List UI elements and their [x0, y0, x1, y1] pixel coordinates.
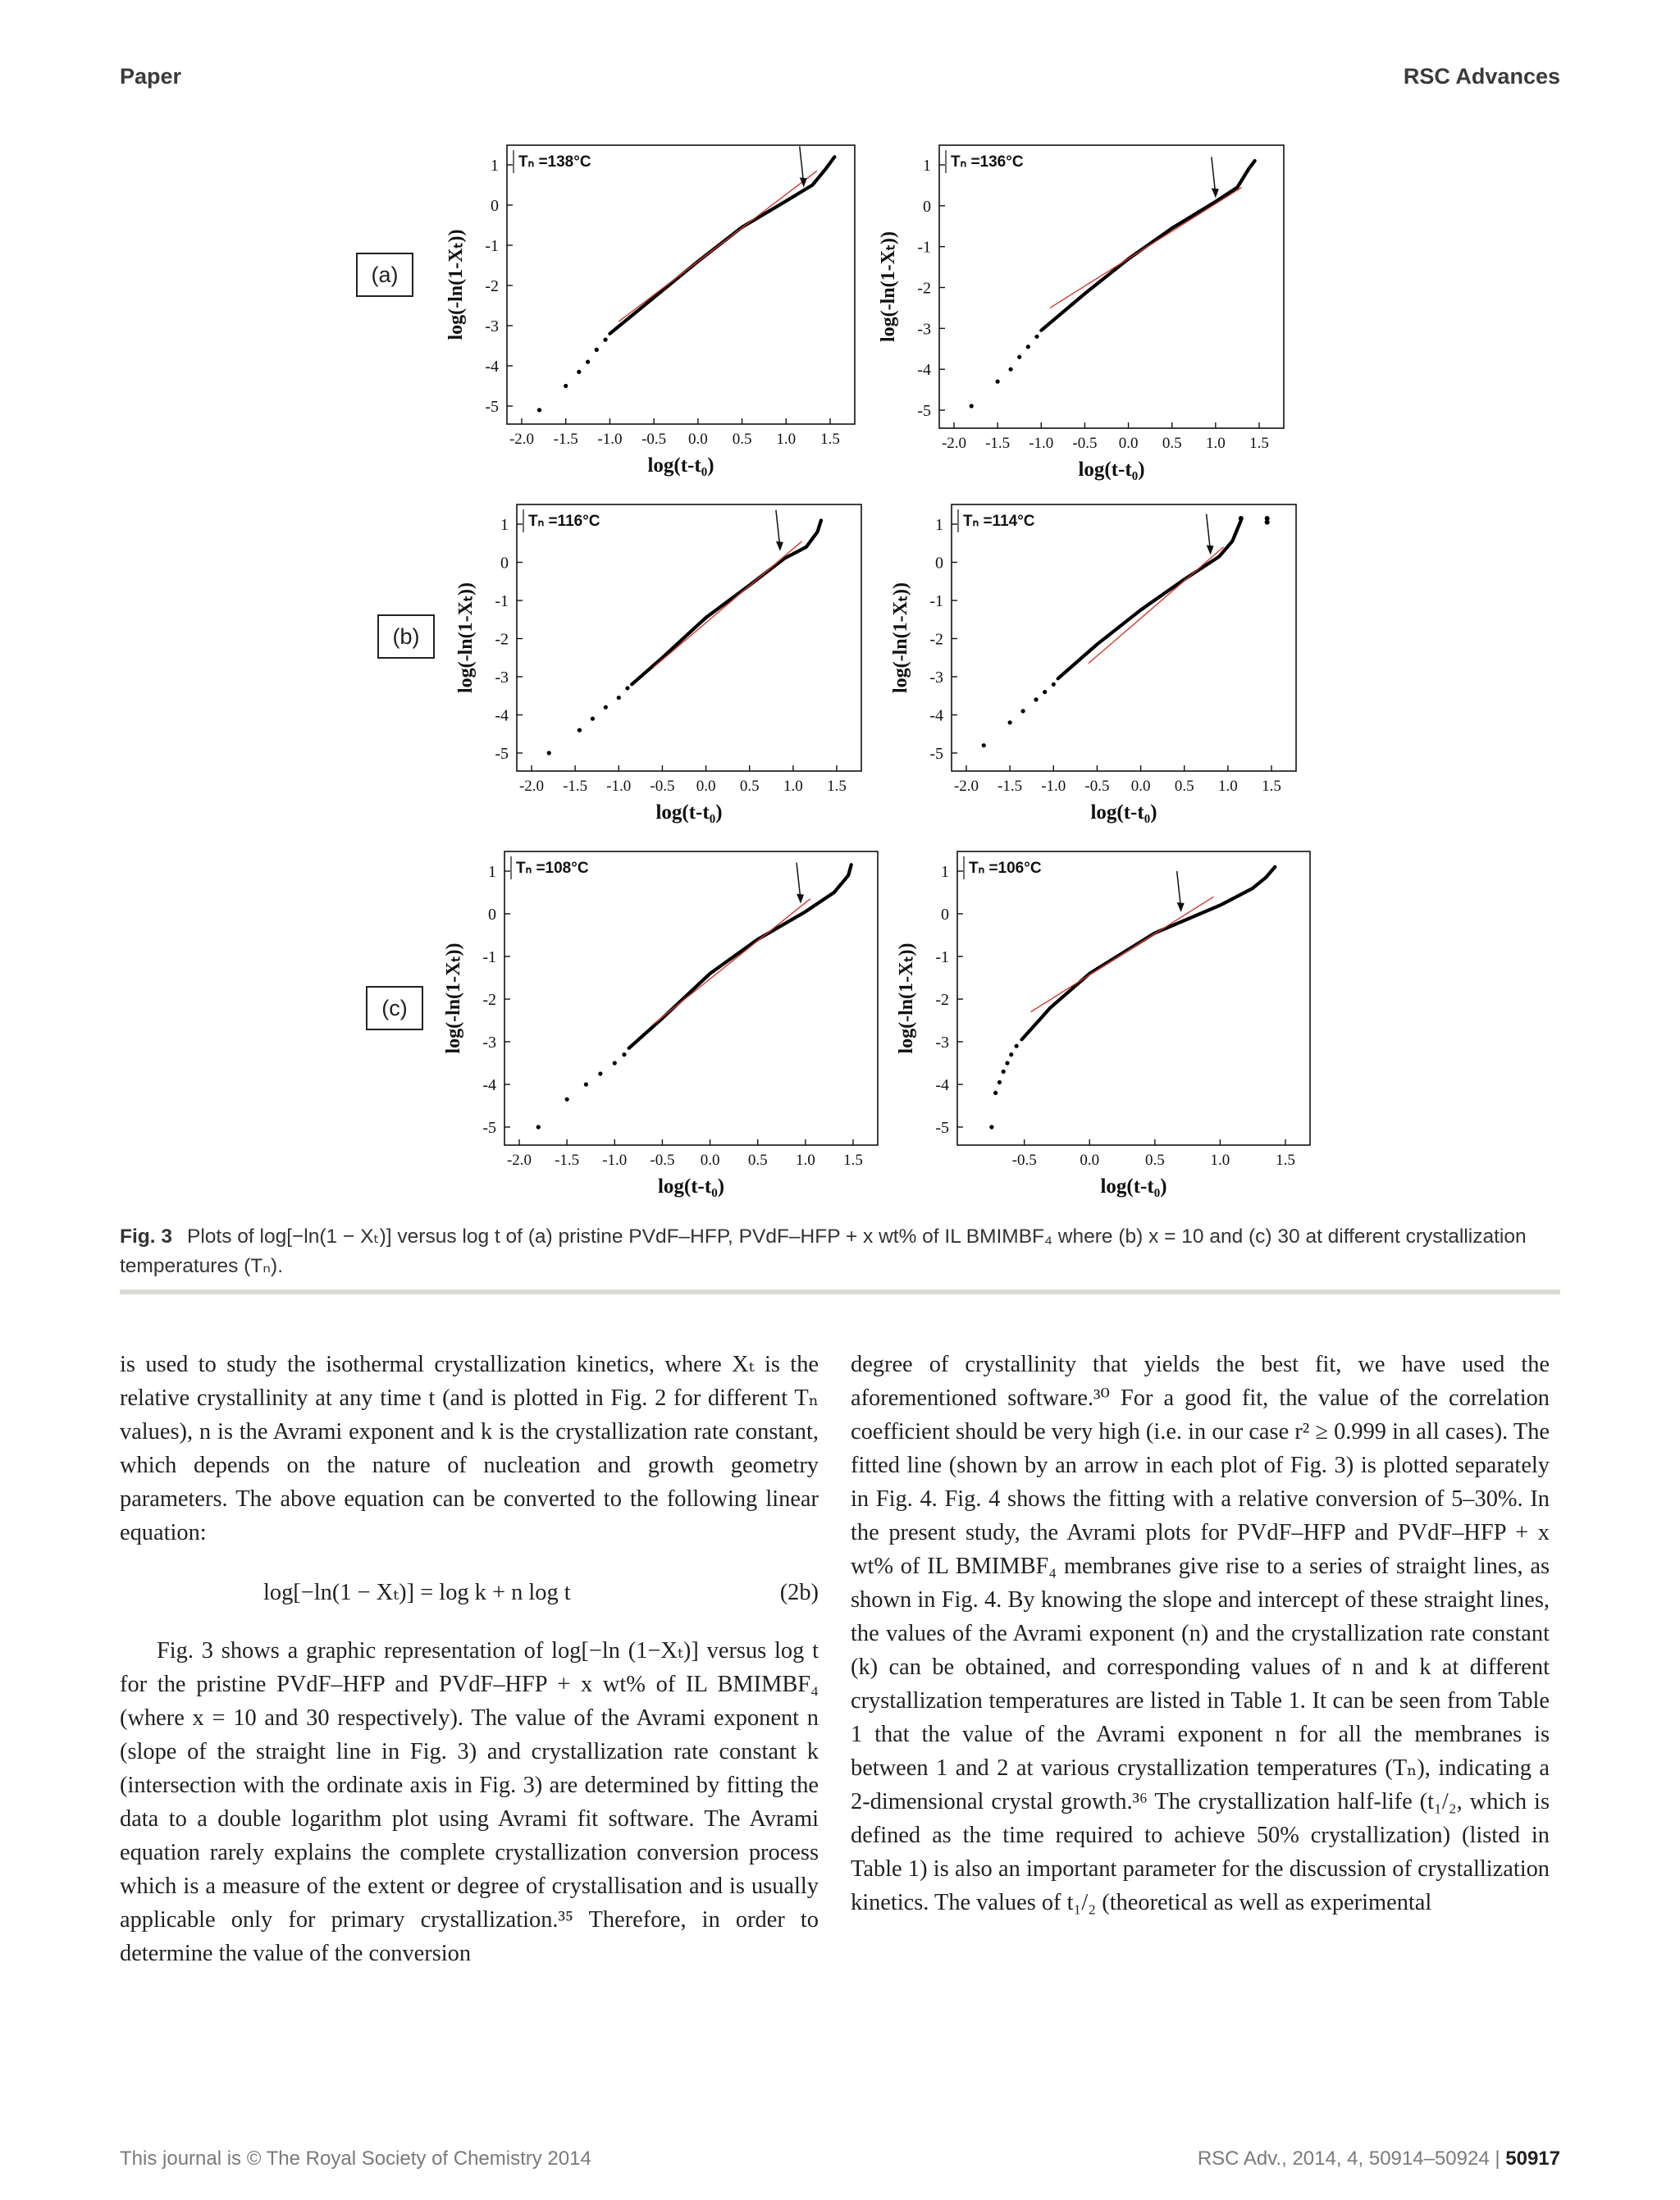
y-axis-label: log(-ln(1-Xₜ)) [443, 943, 464, 1054]
data-point [993, 1091, 998, 1095]
data-point [603, 338, 607, 342]
x-tick-label: 0.0 [1130, 778, 1151, 795]
row-label-c: (c) [366, 986, 423, 1030]
equation-2b [120, 1576, 819, 1609]
avrami-plot [857, 137, 1292, 504]
x-axis-label: log(t-t₀) [1078, 459, 1145, 481]
y-tick-label: -2 [495, 630, 509, 649]
x-tick-label: -2.0 [509, 431, 535, 448]
y-tick-label: -4 [485, 358, 499, 376]
footer-copyright: This journal is © The Royal Society of Chemistry 2014 [120, 2148, 591, 2170]
y-tick-label: -1 [929, 592, 943, 610]
y-axis-label: log(-ln(1-Xₜ)) [878, 230, 899, 343]
y-tick-label: -3 [495, 669, 509, 687]
data-point [1239, 516, 1244, 521]
equation-body: log[−ln(1 − Xₜ)] = log k + n log t [263, 1580, 571, 1605]
x-tick-label: 0.5 [732, 431, 752, 448]
x-axis-label: log(t-t₀) [1100, 1175, 1167, 1198]
data-point [996, 380, 1000, 384]
y-tick-label: -3 [935, 1034, 949, 1052]
y-tick-label: 0 [500, 554, 509, 573]
paragraph: degree of crystallinity that yields the best fit, we have used the aforementioned software.³⁰ For a good fit, the value of the correlation coefficient should be very high (i.e. in our case r² ≥ 0.999 in all cases). The fitted line (shown by an arrow in each plot of Fig. 3) is plotted separately in Fig. 4. Fig. 4 shows the fitting with a relative conversion of 5–30%. In the present study, the Avrami plots for PVdF–HFP and PVdF–HFP + x wt% of IL BMIMBF₄ membranes give rise to a series of straight lines, as shown in Fig. 4. By knowing the slope and intercept of these straight lines, the values of the Avrami exponent (n) and the crystallization rate constant (k) can be obtained, and corresponding values of n and k at different crystallization temperatures are listed in Table 1. It can be seen from Table 1 that the value of the Avrami exponent n for all the membranes is between 1 and 2 at various crystallization temperatures (Tₙ), indicating a 2-dimensional crystal growth.³⁶ The crystallization half-life (t₁/₂, which is defined as the time required to achieve 50% crystallization) (listed in Table 1) is also an important parameter for the discussion of crystallization kinetics. The values of t₁/₂ (theoretical as well as experimental [851, 1352, 1550, 1915]
y-axis-label: log(-ln(1-Xₜ)) [890, 582, 911, 694]
y-tick-label: -3 [929, 669, 943, 687]
y-tick-label: -2 [485, 277, 499, 295]
y-tick-label: -2 [929, 630, 943, 649]
x-tick-label: -2.0 [941, 435, 967, 452]
data-point [1017, 355, 1021, 359]
y-tick-label: -4 [917, 361, 931, 380]
y-tick-label: -3 [482, 1034, 496, 1052]
x-tick-label: 0.5 [1174, 778, 1194, 795]
x-tick-label: 0.5 [1162, 435, 1182, 452]
data-point [1002, 1070, 1006, 1074]
plot-frame [504, 851, 878, 1145]
y-tick-label: -5 [935, 1119, 949, 1137]
data-point [1265, 520, 1270, 525]
y-tick-label: 0 [923, 197, 931, 216]
data-point [982, 743, 986, 747]
x-tick-label: -1.0 [1041, 778, 1066, 795]
right-column [851, 1348, 1550, 1919]
data-point [1008, 367, 1012, 372]
x-tick-label: 1.0 [776, 431, 797, 448]
x-tick-label: -1.0 [606, 778, 632, 795]
row-label-a: (a) [356, 253, 413, 297]
caption-rule [120, 1289, 1560, 1294]
x-axis-label: log(t-t₀) [1090, 801, 1157, 824]
x-tick-label: 0.5 [739, 778, 760, 795]
x-axis-label: log(t-t₀) [655, 801, 723, 824]
data-point [1008, 720, 1012, 724]
panel-title: Tₙ =136°C [951, 153, 1024, 171]
avrami-plot [422, 843, 886, 1221]
data-point [604, 705, 608, 710]
x-tick-label: -2.0 [518, 778, 545, 795]
data-point [1043, 690, 1047, 694]
data-point [625, 686, 629, 690]
y-tick-label: -4 [929, 706, 943, 725]
x-tick-label: 1.5 [1249, 435, 1269, 452]
left-column [120, 1348, 819, 1970]
y-tick-label: -5 [485, 398, 499, 416]
data-point [613, 1061, 617, 1065]
x-tick-label: -2.0 [506, 1152, 532, 1169]
data-point [578, 728, 582, 733]
caption-fig-label: Fig. 3 [120, 1226, 172, 1248]
y-tick-label: 0 [935, 554, 943, 573]
panel-title: Tₙ =138°C [518, 153, 591, 171]
page-number: 50917 [1505, 2148, 1560, 2170]
running-header-left: Paper [120, 64, 182, 89]
x-tick-label: -1.0 [602, 1152, 628, 1169]
x-axis-label: log(t-t₀) [647, 454, 714, 477]
avrami-panel-a2 [857, 137, 1292, 504]
footer-citation-text: RSC Adv., 2014, 4, 50914–50924 | [1197, 2148, 1500, 2170]
y-tick-label: -4 [935, 1076, 949, 1094]
data-point [584, 1082, 588, 1086]
x-tick-label: 0.0 [1080, 1152, 1100, 1169]
y-tick-label: 1 [491, 157, 499, 175]
x-tick-label: -1.5 [998, 778, 1023, 795]
x-tick-label: 1.0 [783, 778, 803, 795]
y-tick-label: 1 [923, 157, 931, 175]
x-tick-label: -1.5 [553, 431, 578, 448]
x-tick-label: -0.5 [650, 778, 675, 795]
x-tick-label: 1.5 [827, 778, 847, 795]
y-tick-label: -5 [495, 745, 509, 763]
panel-title: Tₙ =108°C [516, 860, 589, 877]
data-point [970, 404, 974, 408]
running-header-right: RSC Advances [1403, 64, 1560, 89]
data-point [617, 696, 621, 700]
y-tick-label: -5 [917, 402, 931, 420]
data-point [1034, 697, 1038, 701]
data-point [547, 751, 551, 755]
y-axis-label: log(-ln(1-Xₜ)) [455, 582, 477, 694]
data-point [537, 408, 541, 412]
x-tick-label: 1.5 [1276, 1152, 1295, 1169]
avrami-panel-a1 [425, 137, 863, 500]
x-tick-label: 1.5 [843, 1152, 863, 1169]
data-point [622, 1052, 626, 1057]
data-point [1009, 1052, 1013, 1057]
y-tick-label: -1 [917, 238, 931, 257]
y-tick-label: -2 [935, 991, 949, 1009]
x-tick-label: 0.0 [696, 778, 716, 795]
x-tick-label: -1.0 [1029, 435, 1054, 452]
data-point [1015, 1044, 1019, 1048]
y-tick-label: -1 [495, 592, 509, 610]
avrami-plot [870, 496, 1304, 847]
y-tick-label: -4 [495, 706, 509, 725]
y-tick-label: -1 [482, 948, 496, 966]
x-tick-label: 1.0 [795, 1152, 815, 1169]
avrami-panel-c2 [875, 843, 1318, 1221]
y-tick-label: -5 [929, 745, 943, 763]
paragraph: is used to study the isothermal crystallization kinetics, where Xₜ is the relative crystallinity at any time t (and is plotted in Fig. 2 for different Tₙ values), n is the Avrami exponent and k is the crystallization rate constant, which depends on the nature of nucleation and growth geometry parameters. The above equation can be converted to the following linear equation: [120, 1352, 819, 1545]
x-tick-label: 1.0 [1217, 778, 1238, 795]
panel-title: Tₙ =116°C [528, 513, 600, 530]
y-tick-label: 0 [941, 906, 949, 924]
avrami-panel-c1 [422, 843, 886, 1221]
y-tick-label: 1 [488, 863, 496, 881]
y-tick-label: 1 [500, 516, 509, 534]
x-tick-label: 0.5 [1144, 1152, 1165, 1169]
figure-caption [120, 1222, 1560, 1281]
data-point [565, 1098, 569, 1102]
x-tick-label: 1.0 [1210, 1152, 1230, 1169]
y-tick-label: -1 [935, 948, 949, 966]
x-tick-label: 1.0 [1205, 435, 1226, 452]
data-point [1034, 335, 1039, 339]
x-tick-label: 0.0 [700, 1152, 720, 1169]
x-axis-label: log(t-t₀) [657, 1175, 725, 1198]
x-tick-label: 0.5 [747, 1152, 768, 1169]
y-tick-label: 0 [491, 197, 499, 215]
x-tick-label: -1.0 [597, 431, 623, 448]
plot-frame [507, 145, 855, 424]
avrami-plot [875, 843, 1318, 1221]
data-point [989, 1125, 993, 1129]
y-tick-label: -5 [482, 1119, 496, 1137]
x-tick-label: -0.5 [1072, 435, 1098, 452]
y-tick-label: 1 [935, 516, 943, 534]
plot-frame [957, 851, 1310, 1145]
data-point [1005, 1061, 1009, 1065]
y-tick-label: -2 [482, 991, 496, 1009]
y-tick-label: -1 [485, 237, 499, 255]
x-tick-label: 0.0 [687, 431, 708, 448]
paragraph: Fig. 3 shows a graphic representation of log[−ln (1−Xₜ)] versus log t for the pristine PVdF–HFP and PVdF–HFP + x wt% of IL BMIMBF₄ (where x = 10 and 30 respectively). The value of the Avrami exponent n (slope of the straight line in Fig. 3) and crystallization rate constant k (intersection with the ordinate axis in Fig. 3) are determined by fitting the data to a double logarithm plot using Avrami fit software. The Avrami equation rarely explains the complete crystallization conversion process which is a measure of the extent or degree of crystallisation and is usually applicable only for primary crystallization.³⁵ Therefore, in order to determine the value of the conversion [120, 1638, 819, 1966]
x-tick-label: -1.5 [555, 1152, 580, 1169]
plot-frame [939, 145, 1284, 428]
avrami-plot [435, 496, 870, 847]
y-tick-label: -3 [485, 317, 499, 335]
data-point [591, 717, 595, 721]
data-point [1026, 345, 1030, 349]
row-label-b: (b) [377, 614, 435, 659]
x-tick-label: -1.5 [563, 778, 588, 795]
x-tick-label: -2.0 [953, 778, 979, 795]
panel-title: Tₙ =106°C [969, 860, 1042, 877]
data-point [595, 348, 599, 352]
y-tick-label: -2 [917, 279, 931, 298]
x-tick-label: -1.5 [985, 435, 1011, 452]
panel-title: Tₙ =114°C [963, 513, 1035, 530]
avrami-plot [425, 137, 863, 500]
data-point [598, 1071, 602, 1075]
data-point [586, 360, 590, 364]
data-point [564, 384, 568, 388]
x-tick-label: -0.5 [641, 431, 667, 448]
y-axis-label: log(-ln(1-Xₜ)) [896, 943, 917, 1054]
footer-citation [1198, 2148, 1560, 2170]
x-tick-label: 0.0 [1118, 435, 1139, 452]
y-tick-label: -3 [917, 320, 931, 339]
avrami-panel-b2 [870, 496, 1304, 847]
plot-frame [952, 504, 1296, 771]
data-point [998, 1080, 1002, 1084]
y-tick-label: 0 [488, 906, 496, 924]
caption-text: Plots of log[−ln(1 − Xₜ)] versus log t of (a) pristine PVdF–HFP, PVdF–HFP + x wt% of IL BMIMBF₄ where (b) x = 10 and (c) 30 at different crystallization temperatures (Tₙ). [120, 1226, 1527, 1277]
x-tick-label: 1.5 [820, 431, 840, 448]
x-tick-label: -0.5 [1084, 778, 1110, 795]
equation-number: (2b) [779, 1580, 819, 1605]
avrami-panel-b1 [435, 496, 870, 847]
data-point [1020, 709, 1025, 713]
x-tick-label: 1.5 [1262, 778, 1281, 795]
data-point [577, 370, 581, 374]
x-tick-label: -0.5 [1011, 1152, 1037, 1169]
data-point [536, 1125, 541, 1129]
data-point [1052, 682, 1056, 687]
y-tick-label: 1 [941, 863, 949, 881]
x-tick-label: -0.5 [650, 1152, 675, 1169]
y-axis-label: log(-ln(1-Xₜ)) [445, 229, 467, 340]
y-tick-label: -4 [482, 1076, 496, 1094]
